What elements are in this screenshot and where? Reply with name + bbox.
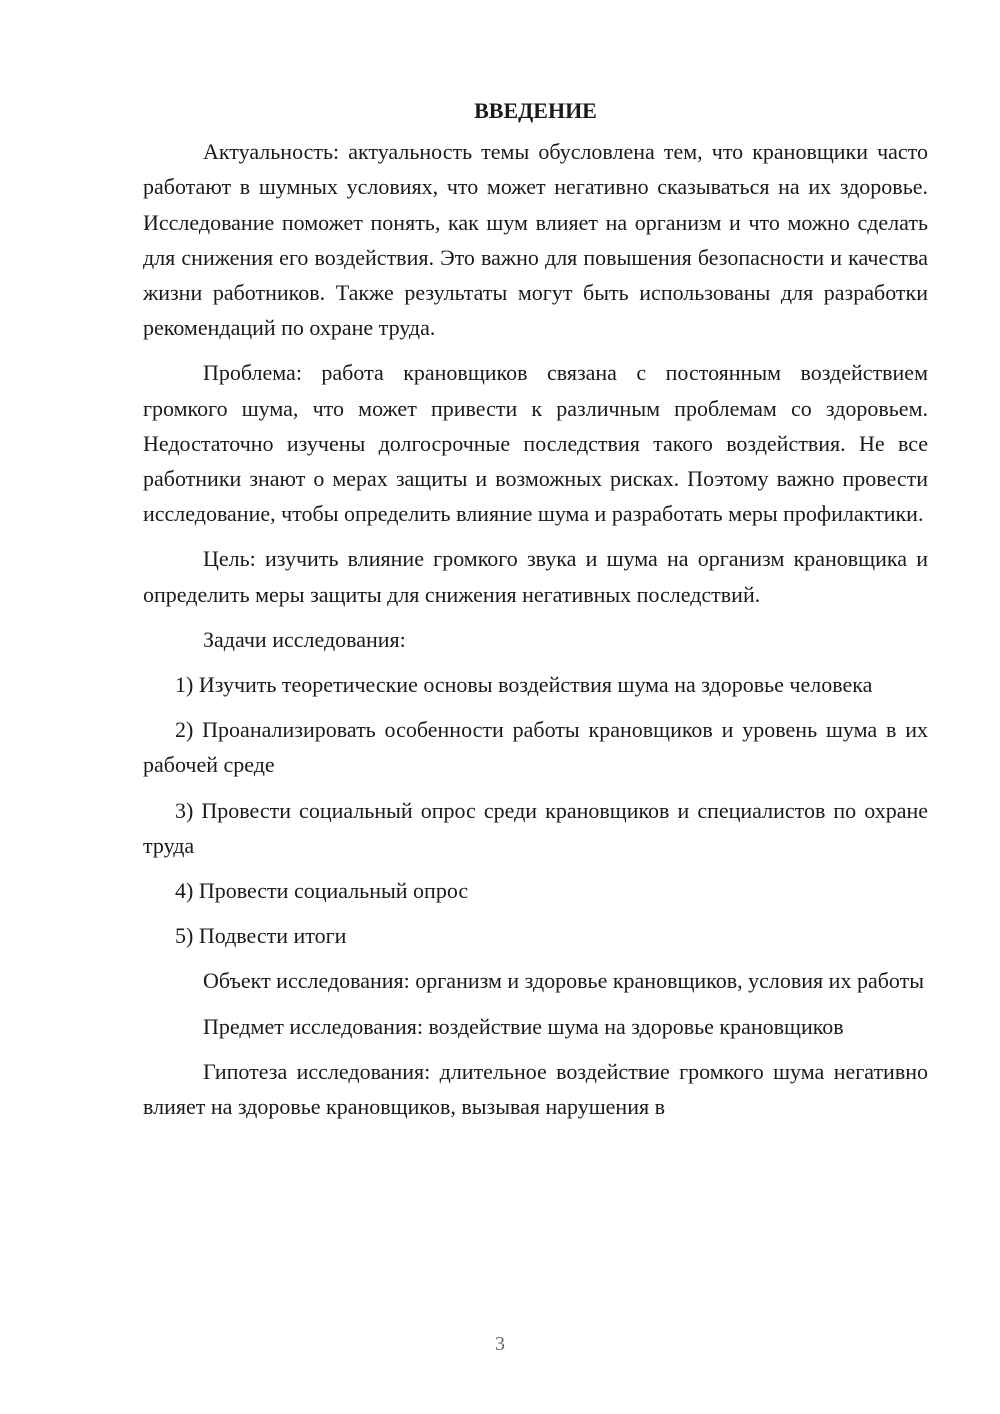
page-content	[143, 93, 928, 1134]
tasks-list	[143, 667, 928, 953]
task-item: 5) Подвести итоги	[175, 923, 347, 949]
task-item: 3) Провести социальный опрос среди крановщиков и специалистов по охране труда	[143, 797, 928, 858]
page-heading: ВВЕДЕНИЕ	[474, 98, 597, 123]
task-item: 1) Изучить теоретические основы воздействия шума на здоровье человека	[175, 672, 873, 698]
relevance-paragraph: Актуальность: актуальность темы обусловлена тем, что крановщики часто работают в шумных условиях, что может негативно сказываться на их здоровье. Исследование поможет понять, как шум влияет на организм и что можно сделать для снижения его воздействия. Это важно для повышения безопасности и качества жизни работников. Также результаты могут быть использованы для разработки рекомендаций по охране труда.	[143, 139, 928, 341]
problem-paragraph: Проблема: работа крановщиков связана с постоянным воздействием громкого шума, что может привести к различным проблемам со здоровьем. Недостаточно изучены долгосрочные последствия такого воздействия. Не все работники знают о мерах защиты и возможных рисках. Поэтому важно провести исследование, чтобы определить влияние шума и разработать меры профилактики.	[143, 360, 928, 527]
object-paragraph: Объект исследования: организм и здоровье крановщиков, условия их работы	[203, 968, 925, 994]
goal-paragraph: Цель: изучить влияние громкого звука и шума на организм крановщика и определить меры защиты для снижения негативных последствий.	[143, 546, 928, 607]
task-item: 2) Проанализировать особенности работы крановщиков и уровень шума в их рабочей среде	[143, 717, 928, 778]
tasks-label: Задачи исследования:	[203, 626, 406, 652]
page-number: 3	[495, 1333, 505, 1355]
hypothesis-paragraph: Гипотеза исследования: длительное воздействие громкого шума негативно влияет на здоровье крановщиков, вызывая нарушения в	[143, 1058, 928, 1120]
task-item: 4) Провести социальный опрос	[175, 878, 469, 904]
subject-paragraph: Предмет исследования: воздействие шума на здоровье крановщиков	[203, 1013, 844, 1039]
